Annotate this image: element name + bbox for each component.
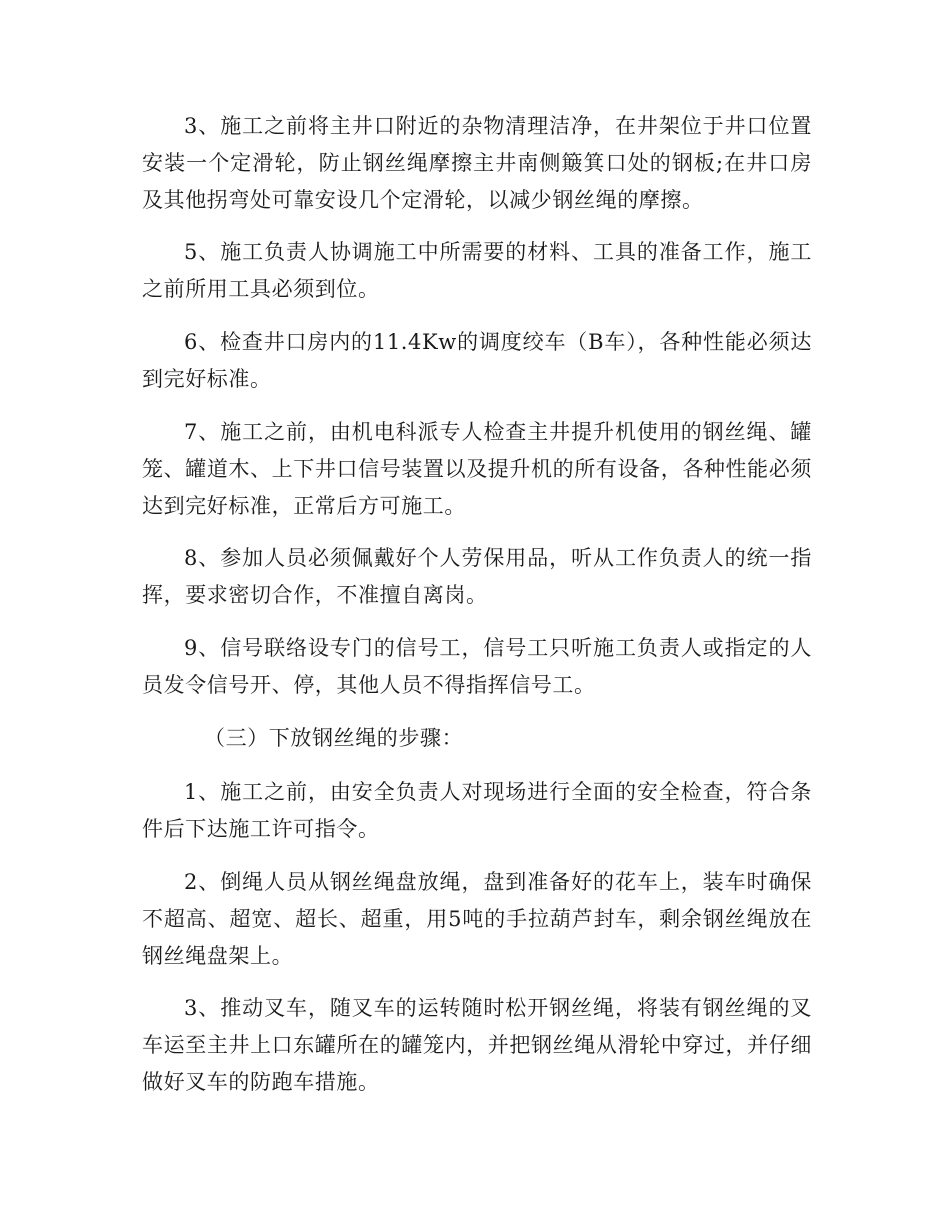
paragraph-item-8-personnel: 8、参加人员必须佩戴好个人劳保用品，听从工作负责人的统一指挥，要求密切合作，不准擅自离岗。 [142,546,812,607]
paragraph-step-3-forklift: 3、推动叉车，随叉车的运转随时松开钢丝绳，将装有钢丝绳的叉车运至主井上口东罐所在的罐笼内，并把钢丝绳从滑轮中穿过，并仔细做好叉车的防跑车措施。 [142,996,812,1094]
section-heading-steps: （三）下放钢丝绳的步骤： [204,726,464,750]
paragraph-item-9-signal: 9、信号联络设专门的信号工，信号工只听施工负责人或指定的人员发令信号开、停，其他人员不得指挥信号工。 [142,636,812,697]
paragraph-item-6-winch: 6、检查井口房内的11.4Kw的调度绞车（B车），各种性能必须达到完好标准。 [142,330,812,391]
paragraph-step-1-safety-check: 1、施工之前，由安全负责人对现场进行全面的安全检查，符合条件后下达施工许可指令。 [142,780,812,841]
paragraph-step-2-rope-loading: 2、倒绳人员从钢丝绳盘放绳，盘到准备好的花车上，装车时确保不超高、超宽、超长、超重，用5吨的手拉葫芦封车，剩余钢丝绳放在钢丝绳盘架上。 [142,870,812,968]
paragraph-item-7-inspection: 7、施工之前，由机电科派专人检查主井提升机使用的钢丝绳、罐笼、罐道木、上下井口信号装置以及提升机的所有设备，各种性能必须达到完好标准，正常后方可施工。 [142,420,812,518]
paragraph-item-3-pulley: 3、施工之前将主井口附近的杂物清理洁净，在井架位于井口位置安装一个定滑轮，防止钢丝绳摩擦主井南侧簸箕口处的钢板;在井口房及其他拐弯处可靠安设几个定滑轮，以减少钢丝绳的摩擦。 [142,114,812,212]
paragraph-item-5-materials: 5、施工负责人协调施工中所需要的材料、工具的准备工作，施工之前所用工具必须到位。 [142,240,812,301]
